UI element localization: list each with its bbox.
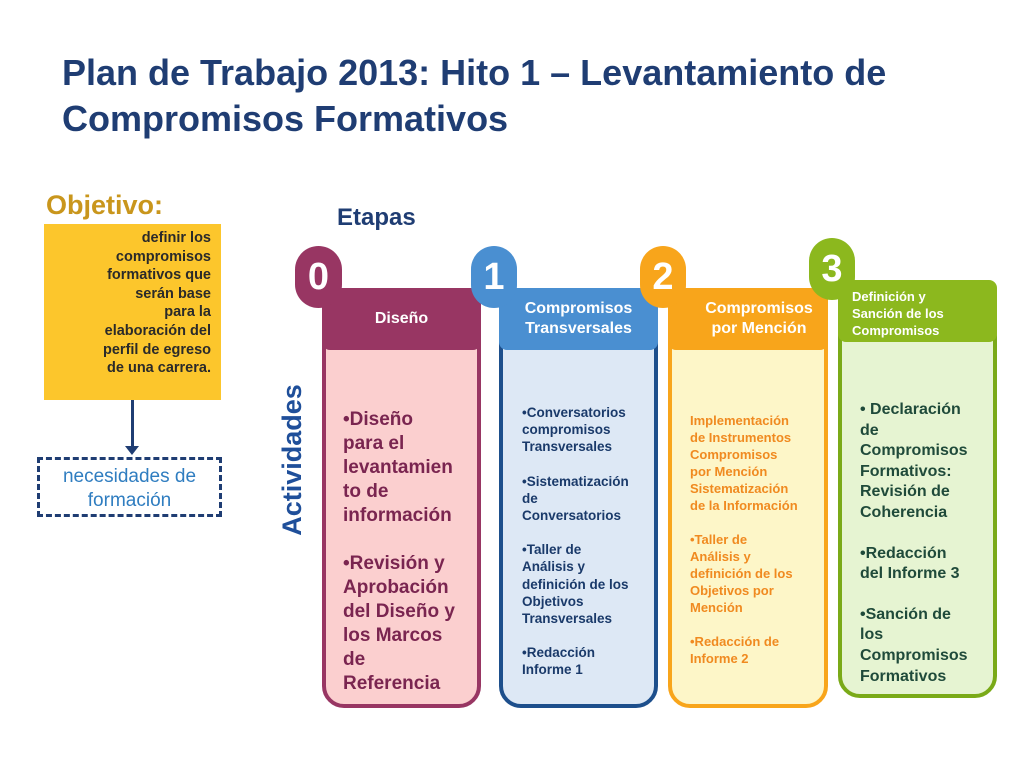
activity-line: de la Información <box>690 498 798 513</box>
activity-line: Compromisos <box>860 646 968 664</box>
activity-line: de Instrumentos <box>690 430 792 445</box>
stage-0-title-line: Diseño <box>374 310 429 327</box>
objective-line: elaboración del <box>104 322 211 339</box>
activity-line: para el <box>343 433 405 454</box>
objective-line: formativos que <box>107 267 211 284</box>
objective-label: Objetivo: <box>46 190 164 220</box>
activity-line: Formativos: <box>860 462 952 480</box>
stage-3-number: 3 <box>821 248 843 290</box>
stage-3-title-line: Sanción de los <box>852 306 944 321</box>
objective-line: compromisos <box>115 248 211 265</box>
activity-line: Objetivos por <box>690 583 774 598</box>
etapas-label: Etapas <box>337 204 416 231</box>
objective-line: definir los <box>141 230 211 246</box>
stage-1-tab <box>499 288 658 350</box>
stage-2-title-line: Compromisos <box>705 300 813 317</box>
actividades-label: Actividades <box>277 384 307 536</box>
stage-3-badge <box>809 238 855 300</box>
activity-line: Mención <box>690 600 743 615</box>
activity-line: compromisos <box>522 422 611 438</box>
activity-line: Sistematización <box>690 481 789 496</box>
activity-line: •Redacción <box>860 544 947 562</box>
activity-line: información <box>343 505 452 526</box>
stage-0-activities <box>343 408 478 696</box>
activity-line: del Informe 3 <box>860 565 960 583</box>
stage-3-title-line: Definición y <box>852 289 926 304</box>
stage-2-badge <box>640 246 686 308</box>
activity-line: Referencia <box>343 673 441 694</box>
activity-line: •Conversatorios <box>522 405 626 420</box>
stage-0-number: 0 <box>307 256 330 298</box>
stage-3-activities <box>860 400 992 687</box>
objective-line: perfil de egreso <box>103 341 211 358</box>
activity-line: Transversales <box>522 611 613 627</box>
activity-line: Análisis y <box>522 559 586 575</box>
activity-line: los <box>860 626 884 644</box>
page-title: Plan de Trabajo 2013: Hito 1 – Levantamiento de Compromisos Formativos <box>62 52 887 139</box>
activity-line: Formativos <box>860 667 947 685</box>
activity-line: Análisis y <box>690 549 751 564</box>
activity-line: Compromisos <box>860 442 968 460</box>
activity-line: •Taller de <box>690 532 748 547</box>
needs-line: necesidades de <box>62 466 197 487</box>
stage-2-activities <box>690 412 822 667</box>
stage-1-activities <box>522 404 652 679</box>
objective-line: para la <box>164 304 211 321</box>
activity-line: por Mención <box>690 464 768 479</box>
objective-line: de una carrera. <box>107 360 211 377</box>
stage-2-tab <box>668 288 828 350</box>
activity-line: Implementación <box>690 413 789 428</box>
activity-line: •Diseño <box>343 409 413 430</box>
activity-line: • Declaración <box>860 401 961 418</box>
activity-line: de <box>860 421 879 439</box>
activity-line: •Sanción de <box>860 605 951 623</box>
activity-line: Compromisos <box>690 447 778 462</box>
activity-line: definición de los <box>690 566 793 581</box>
objective-box <box>44 224 221 400</box>
down-arrow-line <box>131 400 134 450</box>
activity-line: los Marcos <box>343 625 443 646</box>
activity-line: Conversatorios <box>522 508 622 524</box>
needs-line: formación <box>87 490 172 511</box>
stage-3-tab <box>838 280 997 342</box>
objective-line: serán base <box>135 285 211 302</box>
activity-line: •Sistematización <box>522 473 629 489</box>
stage-1-title-line: Compromisos <box>524 300 633 317</box>
down-arrow-icon <box>125 446 139 455</box>
activity-line: de <box>522 490 538 506</box>
stage-2-title-line: por Mención <box>711 320 807 337</box>
activity-line: Revisión de <box>860 483 950 501</box>
needs-box <box>37 457 222 517</box>
activity-line: Objetivos <box>522 593 584 609</box>
activity-line: Informe 2 <box>690 651 749 666</box>
stage-0-badge <box>295 246 342 308</box>
activity-line: Informe 1 <box>522 662 583 678</box>
stage-2-number: 2 <box>652 256 674 298</box>
activity-line: •Taller de <box>522 542 582 558</box>
activity-line: to de <box>343 481 389 502</box>
stage-1-number: 1 <box>483 256 505 298</box>
activity-line: •Revisión y <box>343 553 445 574</box>
activity-line: levantamien <box>343 457 453 478</box>
stage-3-title-line: Compromisos <box>852 323 940 338</box>
stage-1-badge <box>471 246 517 308</box>
activity-line: de <box>343 649 366 670</box>
activity-line: Coherencia <box>860 503 948 521</box>
stage-1-title-line: Transversales <box>525 320 632 337</box>
activity-line: Transversales <box>522 439 613 455</box>
activity-line: •Redacción de <box>690 634 780 649</box>
activity-line: del Diseño y <box>343 601 455 622</box>
activity-line: definición de los <box>522 576 629 592</box>
activity-line: •Redacción <box>522 645 595 661</box>
stage-0-tab <box>322 288 481 350</box>
activity-line: Aprobación <box>343 577 449 598</box>
